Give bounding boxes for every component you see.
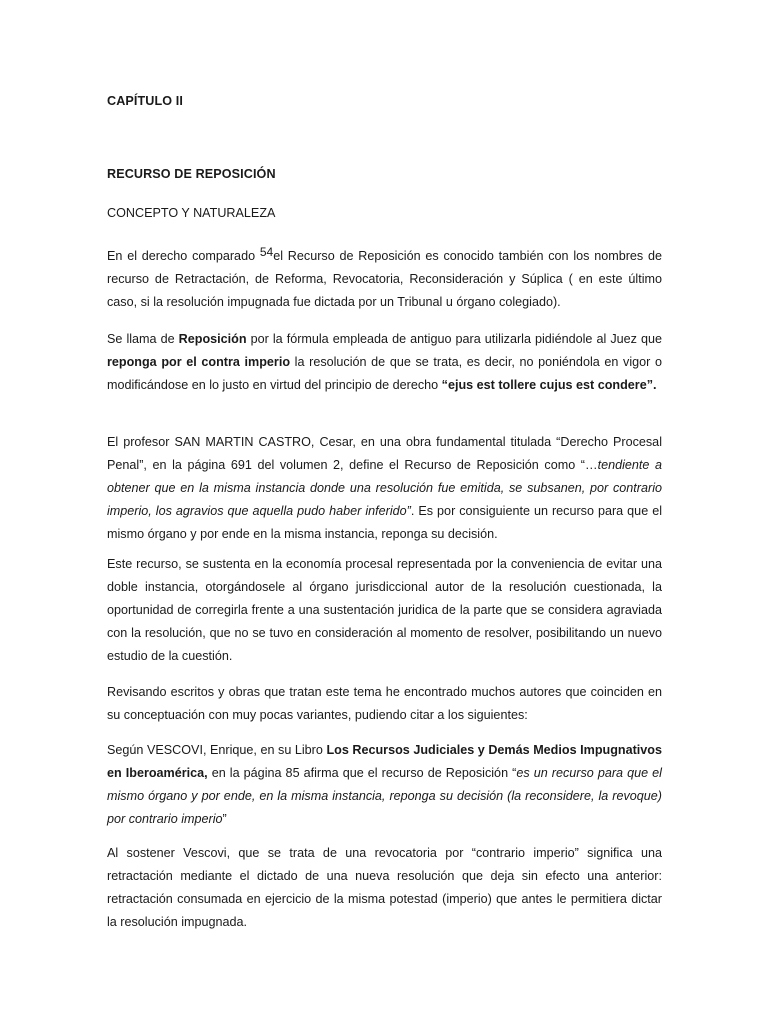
p6-text-a: Según VESCOVI, Enrique, en su Libro [107,743,327,757]
paragraph-6 [107,739,662,831]
p6-italic-quote: es un recurso para que el mismo órgano y por ende, en la misma instancia, reponga su decisión (la reconsidere, la revoque) por contrario imperio [107,765,662,826]
p6-text-e: ” [222,811,227,826]
p2-bold-reponga: reponga por el contra imperio [107,354,291,369]
p2-bold-reposicion: Reposición [178,332,247,346]
subsection-title: CONCEPTO Y NATURALEZA [107,206,276,220]
p3-text-c: . Es por consiguiente un recurso para que el mismo órgano y por ende en la misma instancia, reponga su decisión. [107,503,662,541]
paragraph-2 [107,328,662,397]
p3-text-a: El profesor SAN MARTIN CASTRO, Cesar, en una obra fundamental titulada “Derecho Procesal Penal”, en la página 691 del volumen 2, define el Recurso de Reposición como “… [107,435,662,472]
paragraph-1 [107,245,662,314]
p6-text-c: en la página 85 afirma que el recurso de Reposición “ [207,765,517,780]
p2-text-e: la resolución de que se trata, es decir, no poniéndola en vigor o modificándose en lo justo en virtud del principio de derecho [107,354,662,392]
chapter-title: CAPÍTULO II [107,94,183,108]
p2-text-c: por la fórmula empleada de antiguo para utilizarla pidiéndole al Juez que [246,332,662,346]
paragraph-5: Revisando escritos y obras que tratan este tema he encontrado muchos autores que coinciden en su conceptuación con muy pocas variantes, pudiendo citar a los siguientes: [107,685,662,722]
p1-text-a: En el derecho comparado [107,249,260,263]
p1-text-b: el Recurso de Reposición es conocido también con los nombres de recurso de Retractación, de Reforma, Revocatoria, Reconsideración y Súplica ( en este último caso, si la resolución impugnada fue dictada por un Tribunal u órgano colegiado). [107,249,662,309]
p6-bold-book-title: Los Recursos Judiciales y Demás Medios Impugnativos en Iberoamérica, [107,743,662,780]
footnote-marker: 54 [259,245,274,259]
paragraph-3 [107,431,662,546]
p2-bold-latin-phrase: “ejus est tollere cujus est condere”. [441,377,657,392]
paragraph-7: Al sostener Vescovi, que se trata de una revocatoria por “contrario imperio” significa una retractación mediante el dictado de una nueva resolución que deja sin efecto una anterior: retractación consumada en ejercicio de la misma potestad (imperio) que antes le permitiera dictar la resolución impugnada. [107,846,662,929]
paragraph-4: Este recurso, se sustenta en la economía procesal representada por la conveniencia de evitar una doble instancia, otorgándosele al órgano jurisdiccional autor de la resolución cuestionada, la oportunidad de corregirla frente a una sustentación juridica de la parte que se considera agraviada con la resolución, que no se tuvo en consideración al momento de resolver, posibilitando un nuevo estudio de la cuestión. [107,557,662,663]
p2-text-a: Se llama de [107,332,179,346]
p3-italic-quote: tendiente a obtener que en la misma instancia donde una resolución fue emitida, se subsanen, por contrario imperio, los agravios que aquella pudo haber inferido” [107,457,662,518]
document-page [107,0,662,1024]
section-title: RECURSO DE REPOSICIÓN [107,167,276,181]
